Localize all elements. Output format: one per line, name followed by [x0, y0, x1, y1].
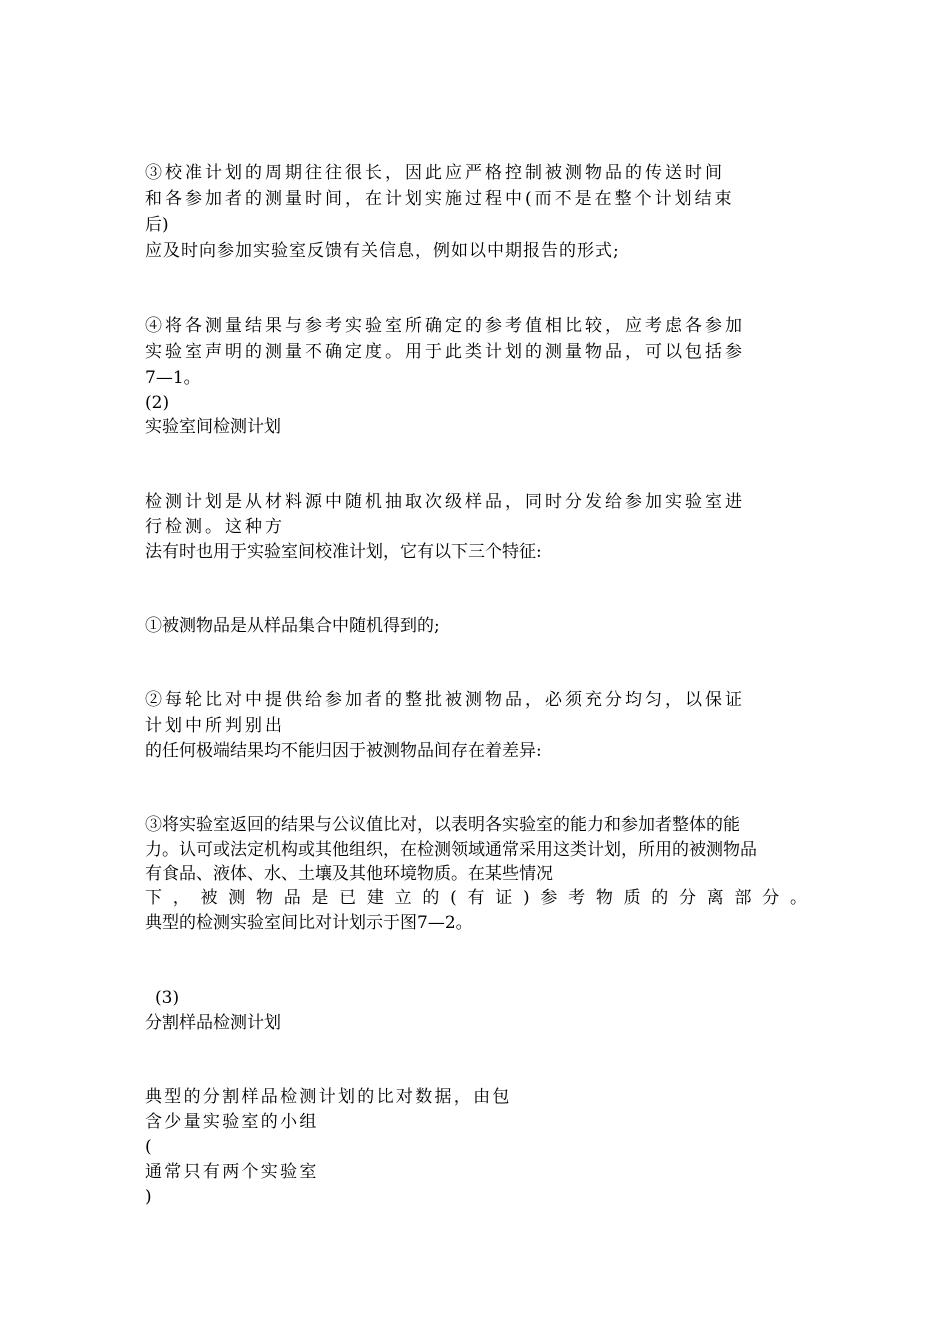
text-line: 行检测。这种方	[145, 517, 285, 537]
text-line: 检测计划是从材料源中随机抽取次级样品，同时分发给参加实验室进	[145, 492, 745, 512]
text-line: 有食品、液体、水、土壤及其他环境物质。在某些情况	[145, 864, 553, 884]
text-line: ④将各测量结果与参考实验室所确定的参考值相比较，应考虑各参加	[145, 316, 745, 336]
section-number: (2)	[145, 393, 170, 413]
text-line: 法有时也用于实验室间校准计划，它有以下三个特征:	[145, 542, 542, 562]
text-line: 含少量实验室的小组	[145, 1112, 319, 1132]
text-line: 和各参加者的测量时间，在计划实施过程中(而不是在整个计划结束	[145, 189, 735, 209]
text-line: 典型的分割样品检测计划的比对数据，由包	[145, 1087, 512, 1107]
section-heading: 分割样品检测计划	[145, 1013, 281, 1033]
text-line: ②每轮比对中提供给参加者的整批被测物品，必须充分均匀，以保证	[145, 690, 745, 710]
text-line: 后)	[145, 215, 169, 235]
text-line: ①被测物品是从样品集合中随机得到的;	[145, 616, 440, 636]
text-line: 实验室声明的测量不确定度。用于此类计划的测量物品，可以包括参	[145, 342, 745, 362]
text-line: 力。认可或法定机构或其他组织，在检测领域通常采用这类计划，所用的被测物品	[145, 840, 757, 860]
section-number: (3)	[155, 988, 180, 1008]
text-line: 应及时向参加实验室反馈有关信息，例如以中期报告的形式;	[145, 241, 620, 261]
text-line: ③将实验室返回的结果与公议值比对，以表明各实验室的能力和参加者整体的能	[145, 815, 740, 835]
text-line: 的任何极端结果均不能归因于被测物品间存在着差异:	[145, 741, 542, 761]
text-line: 计划中所判别出	[145, 716, 285, 736]
section-heading: 实验室间检测计划	[145, 417, 281, 437]
text-line: 下，被测物品是已建立的(有证)参考物质的分离部分。	[145, 888, 807, 908]
text-line: 典型的检测实验室间比对计划示于图7—2。	[145, 913, 473, 933]
text-line: 7—1。	[145, 368, 201, 388]
text-line: (	[145, 1137, 152, 1157]
text-line: 通常只有两个实验室	[145, 1162, 319, 1182]
text-line: )	[145, 1187, 152, 1207]
text-line: ③校准计划的周期往往很长，因此应严格控制被测物品的传送时间	[145, 163, 725, 183]
